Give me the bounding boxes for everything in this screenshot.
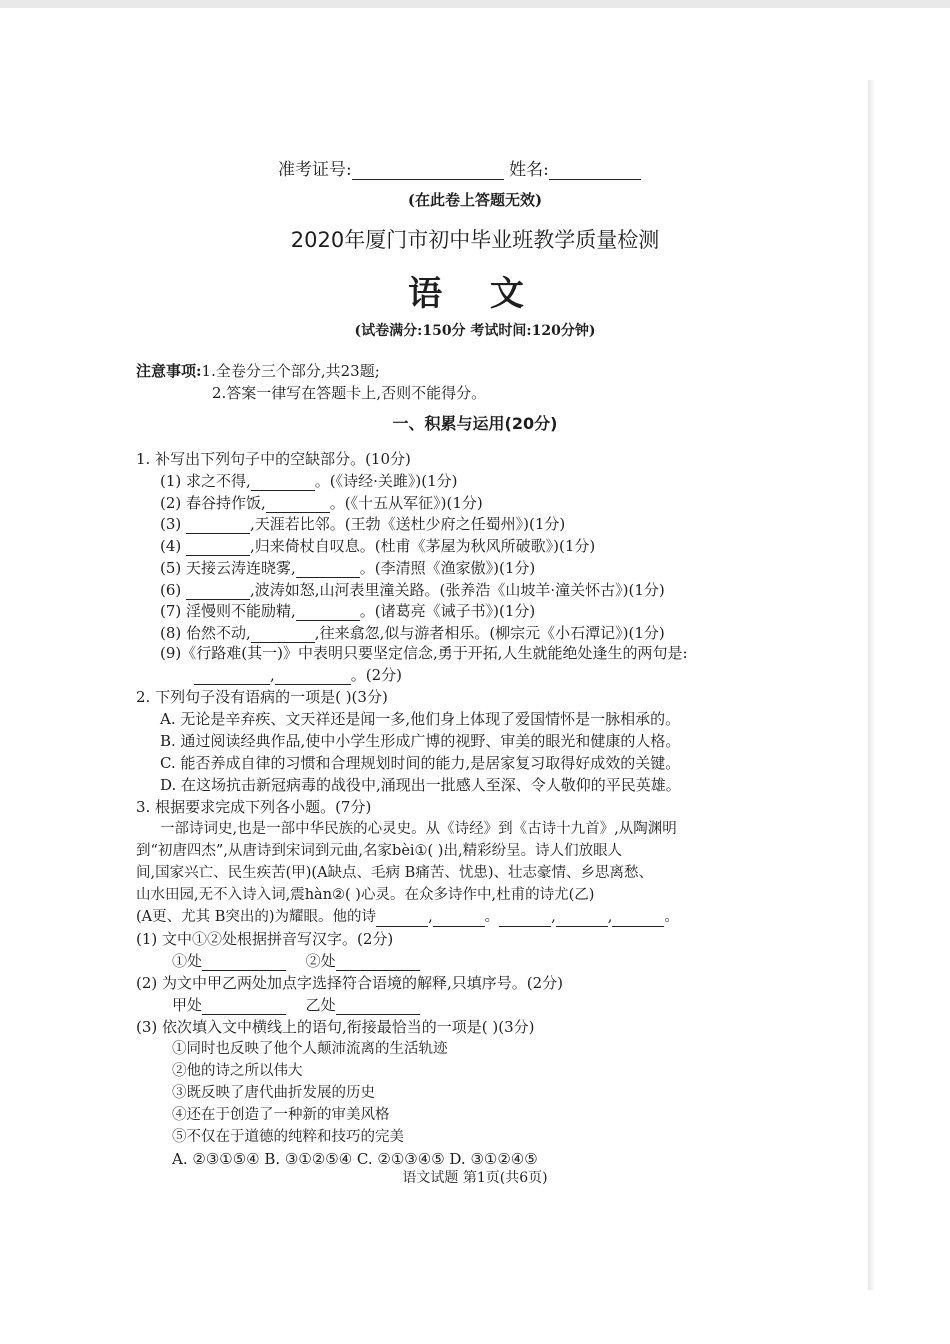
answer-blank [186, 539, 250, 556]
notice-item-1: 1.全卷分三个部分,共23题; [201, 362, 380, 380]
scan-edge-top [0, 0, 950, 8]
q3-passage-line-3: 间,国家兴亡、民生疾苦(甲)(A缺点、毛病 B痛苦、忧患)、壮志豪情、乡思离愁、 [136, 865, 653, 881]
q3-sentence-1: ①同时也反映了他个人颠沛流离的生活轨迹 [172, 1041, 448, 1057]
q1-item-9-line2 [194, 665, 402, 685]
q3-sub-1-a-label: ①处 [172, 952, 203, 970]
q3-passage-line-2: 到“初唐四杰”,从唐诗到宋词到元曲,名家bèi①( )出,精彩纷呈。诗人们放眼人 [136, 843, 623, 859]
q1-item-source: ,往来翕忽,似与游者相乐。(柳宗元《小石潭记》)(1分) [314, 624, 665, 642]
q3-sub-1-answers [172, 951, 420, 971]
q3-passage-text: (A更、尤其 B突出的)为耀眼。他的诗 [136, 909, 377, 925]
answer-blank [186, 583, 250, 600]
exam-number-label: 准考证号: [278, 160, 352, 180]
q3-sub-2-b-label: 乙处 [305, 996, 336, 1014]
q2-option-c: C. 能否养成自律的习惯和合理规划时间的能力,是居家复习取得好成效的关键。 [160, 754, 681, 772]
q1-item-9-line1: (9)《行路难(其一)》中表明只要坚定信念,勇于开拓,人生就能绝处逢生的两句是: [160, 644, 688, 662]
answer-blank [296, 561, 360, 578]
q1-item-source: 。(《诗经·关雎》)(1分) [314, 472, 458, 490]
answer-blank [556, 910, 608, 927]
q3-sentence-4: ④还在于创造了一种新的审美风格 [172, 1107, 390, 1123]
q3-sub-2-a-label: 甲处 [172, 996, 203, 1014]
exam-number-blank [352, 163, 504, 180]
q1-item-text: (3) [160, 515, 187, 533]
q3-stem: 3. 根据要求完成下列各小题。(7分) [136, 798, 372, 816]
q1-item [160, 623, 665, 643]
q1-item [160, 493, 483, 513]
q3-sentence-3: ③既反映了唐代曲折发展的历史 [172, 1085, 375, 1101]
q1-item [160, 601, 535, 621]
answer-blank [612, 910, 664, 927]
answer-blank [186, 517, 250, 534]
q1-stem: 1. 补写出下列句子中的空缺部分。(10分) [136, 450, 411, 468]
notice-label: 注意事项: [136, 362, 202, 380]
q2-option-a: A. 无论是辛弃疾、文天祥还是闻一多,他们身上体现了爱国情怀是一脉相承的。 [160, 710, 681, 728]
q1-item-text: (6) [160, 581, 187, 599]
q1-item-source: 。(诸葛亮《诫子书》)(1分) [359, 602, 536, 620]
q1-item-text: (4) [160, 537, 187, 555]
q1-item-source: 。(《十五从军征》)(1分) [329, 494, 483, 512]
q1-item-source: 。(李清照《渔家傲》)(1分) [359, 559, 536, 577]
section-title: 一、积累与运用(20分) [392, 414, 558, 433]
q1-item [160, 514, 565, 534]
q3-sub-2: (2) 为文中甲乙两处加点字选择符合语境的解释,只填序号。(2分) [136, 974, 564, 992]
q2-option-b: B. 通过阅读经典作品,使中小学生形成广博的视野、审美的眼光和健康的人格。 [160, 732, 681, 750]
invalid-note: (在此卷上答题无效) [407, 191, 543, 209]
answer-blank [251, 474, 315, 491]
q1-item-text: (7) 淫慢则不能励精, [160, 602, 296, 620]
q3-passage-line-4: 山水田园,无不入诗入词,震hàn②( )心灵。在众多诗作中,杜甫的诗尤(乙) [136, 887, 595, 903]
q3-sentence-5: ⑤不仅在于道德的纯粹和技巧的完美 [172, 1129, 404, 1145]
exam-number-field [278, 160, 641, 180]
q1-item-source: ,天涯若比邻。(王勃《送杜少府之任蜀州》)(1分) [250, 515, 566, 533]
answer-blank [336, 954, 420, 971]
q3-sub-1-b-label: ②处 [305, 952, 336, 970]
name-label: 姓名: [509, 160, 549, 180]
q1-item-9-comma: , [270, 666, 275, 684]
answer-blank [202, 998, 286, 1015]
score-time: (试卷满分:150分 考试时间:120分钟) [354, 323, 596, 339]
name-blank [549, 163, 641, 180]
answer-blank [275, 668, 351, 685]
notice-line-1 [136, 361, 380, 381]
q1-item-source: ,波涛如怒,山河表里潼关路。(张养浩《山坡羊·潼关怀古》)(1分) [250, 581, 665, 599]
q3-sub-2-answers [172, 995, 420, 1015]
q1-item [160, 471, 458, 491]
q1-item-text: (5) 天接云涛连晓雾, [160, 559, 296, 577]
answer-blank [499, 910, 551, 927]
exam-title: 2020年厦门市初中毕业班教学质量检测 [290, 228, 660, 252]
notice-item-2: 2.答案一律写在答题卡上,否则不能得分。 [212, 384, 487, 402]
q3-sentence-2: ②他的诗之所以伟大 [172, 1063, 303, 1079]
answer-blank [266, 496, 330, 513]
answer-blank [376, 910, 428, 927]
q3-passage-end: 。 [664, 909, 679, 925]
q1-item-source: ,归来倚杖自叹息。(杜甫《茅屋为秋风所破歌》)(1分) [250, 537, 596, 555]
answer-blank [202, 954, 286, 971]
q3-sub-1: (1) 文中①②处根据拼音写汉字。(2分) [136, 930, 394, 948]
subject-title: 语 文 [408, 274, 542, 314]
q3-sub-3: (3) 依次填入文中横线上的语句,衔接最恰当的一项是( )(3分) [136, 1018, 535, 1036]
q3-passage-line-1: 一部诗词史,也是一部中华民族的心灵史。从《诗经》到《古诗十九首》,从陶渊明 [160, 821, 677, 837]
q1-item-text: (2) 春谷持作饭, [160, 494, 266, 512]
answer-blank [433, 910, 485, 927]
answer-blank [296, 604, 360, 621]
answer-blank [194, 668, 270, 685]
q1-item-9-score: 。(2分) [350, 666, 403, 684]
page-footer: 语文试题 第1页(共6页) [402, 1170, 548, 1186]
q3-choices: A. ②③①⑤④ B. ③①②⑤④ C. ②①③④⑤ D. ③①②④⑤ [172, 1150, 538, 1168]
q2-option-d: D. 在这场抗击新冠病毒的战役中,涌现出一批感人至深、令人敬仰的平民英雄。 [160, 776, 681, 794]
q1-item-text: (8) 佁然不动, [160, 624, 251, 642]
q2-stem: 2. 下列句子没有语病的一项是( )(3分) [136, 688, 388, 706]
answer-blank [251, 626, 315, 643]
q1-item [160, 558, 535, 578]
q1-item [160, 580, 665, 600]
q1-item [160, 536, 595, 556]
q3-passage-line-5: (A更、尤其 B突出的)为耀眼。他的诗 , 。 , , 。 [136, 909, 679, 925]
answer-blank [336, 998, 420, 1015]
q1-item-text: (1) 求之不得, [160, 472, 251, 490]
scan-edge-right [868, 80, 874, 1290]
